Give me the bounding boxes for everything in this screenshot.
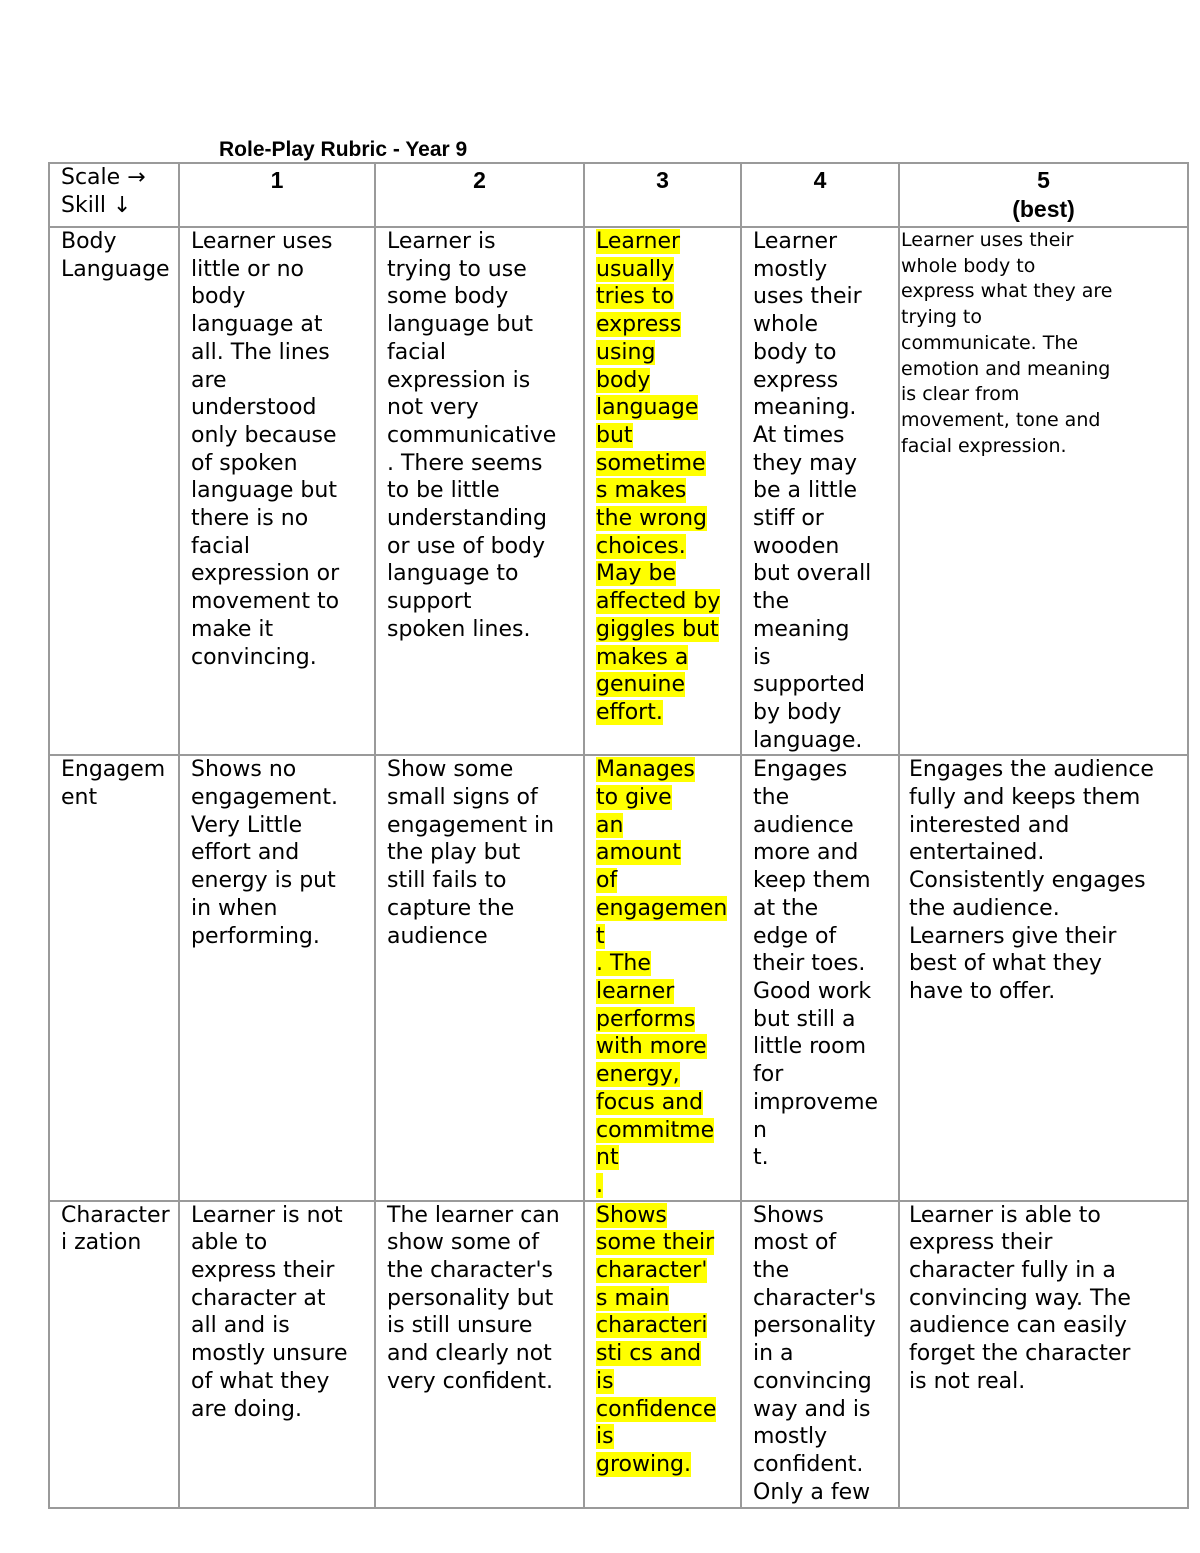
scale-header-3: 3 (584, 163, 741, 227)
cell-engagement-1: Shows no engagement. Very Little effort and energy is put in when performing. (179, 755, 375, 1200)
row-characterization (49, 1201, 1188, 1508)
corner-cell (49, 163, 179, 227)
cell-characterization-3 (584, 1201, 741, 1508)
row-engagement (49, 755, 1188, 1200)
header-row (49, 163, 1188, 227)
scale-header-5: 5 (best) (899, 163, 1188, 227)
scale-header-2: 2 (375, 163, 584, 227)
cell-characterization-1: Learner is not able to express their character at all and is mostly unsure of what they are doing. (179, 1201, 375, 1508)
row-body-language (49, 227, 1188, 755)
skill-characterization: Character i zation (49, 1201, 179, 1508)
scale-header-1: 1 (179, 163, 375, 227)
cell-body-language-1: Learner uses little or no body language at all. The lines are understood only because of spoken language but there is no facial expression or movement to make it convincing. (179, 227, 375, 755)
cell-body-language-2: Learner is trying to use some body language but facial expression is not very communicative . There seems to be little understanding or use of body language to support spoken lines. (375, 227, 584, 755)
skill-engagement: Engagem ent (49, 755, 179, 1200)
cell-body-language-5: Learner uses their whole body to express what they are trying to communicate. The emotion and meaning is clear from movement, tone and facial expression. (899, 227, 1188, 755)
cell-characterization-2: The learner can show some of the character's personality but is still unsure and clearly not very confident. (375, 1201, 584, 1508)
skill-body-language: Body Language (49, 227, 179, 755)
cell-engagement-2: Show some small signs of engagement in the play but still fails to capture the audience (375, 755, 584, 1200)
highlighted-text: Manages to give an amount of engagemen t . The learner performs with more energy, focus and commitme nt . (596, 757, 728, 1198)
highlighted-text: Shows some their character' s main characteri sti cs and is confidence is growing. (596, 1202, 717, 1477)
highlighted-text: Learner usually tries to express using body language but sometime s makes the wrong choices. May be affected by giggles but makes a genuine effort. (596, 229, 721, 725)
cell-characterization-5: Learner is able to express their character fully in a convincing way. The audience can easily forget the character is not real. (899, 1201, 1188, 1508)
cell-engagement-3 (584, 755, 741, 1200)
cell-characterization-4: Shows most of the character's personality in a convincing way and is mostly confident. Only a few (741, 1201, 899, 1508)
rubric-table (48, 162, 1189, 1509)
cell-body-language-4: Learner mostly uses their whole body to express meaning. At times they may be a little stiff or wooden but overall the meaning is supported by body language. (741, 227, 899, 755)
cell-body-language-3 (584, 227, 741, 755)
document-title: Role-Play Rubric - Year 9 (219, 138, 468, 161)
cell-engagement-4: Engages the audience more and keep them at the edge of their toes. Good work but still a little room for improveme n t. (741, 755, 899, 1200)
scale-skill-label: Scale → Skill ↓ (61, 165, 146, 218)
scale-header-4: 4 (741, 163, 899, 227)
cell-engagement-5: Engages the audience fully and keeps them interested and entertained. Consistently engages the audience. Learners give their best of what they have to offer. (899, 755, 1188, 1200)
